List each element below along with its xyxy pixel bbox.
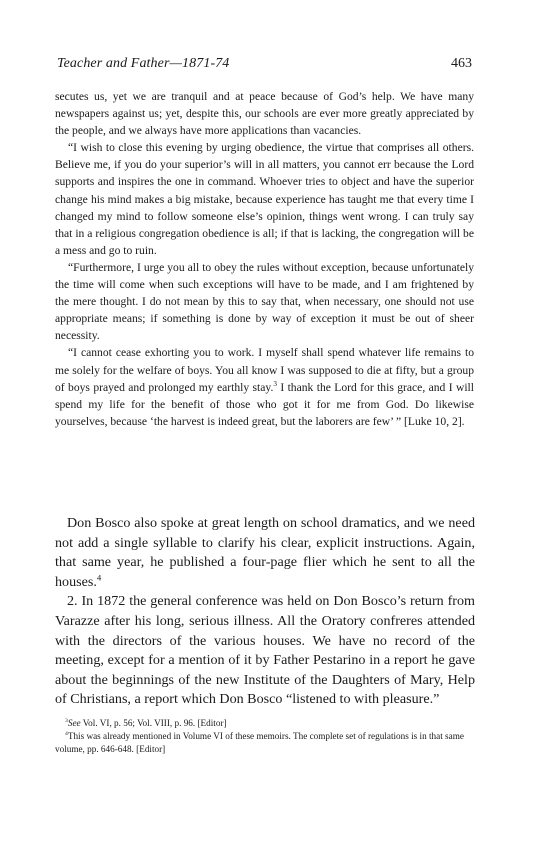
footnote: $^4$This was already mentioned in Volume VI of these memoirs. The complete set of regulations is in that same volume, pp. 646-648. [Editor] bbox=[55, 731, 464, 755]
footnote-marker: 3 bbox=[65, 717, 68, 724]
footnote-lead: See bbox=[67, 718, 81, 728]
body-text bbox=[55, 514, 475, 710]
quoted-speech-block bbox=[55, 88, 474, 430]
quote-paragraph: “I wish to close this evening by urging obedience, the virtue that comprises all others. Believe me, if you do your superior’s will in all matters, you cannot err because the Lord supports and inspires the one in command. Whoever tries to object and have the superior change his mind makes a big mistake, because experience has taught me that every time I changed my mind to follow someone else’s opinion, things went wrong. I can truly say that in a religious congregation obedience is all; if that is lacking, the congregation will be a mess and go to ruin. bbox=[55, 141, 474, 257]
body-paragraph: Don Bosco also spoke at great length on school dramatics, and we need not add a single syllable to clarify his clear, explicit instructions. Again, that same year, he published a four-page flier which he sent to all the houses.$^4$ bbox=[55, 515, 475, 590]
page-header bbox=[57, 56, 472, 72]
footnotes bbox=[55, 717, 475, 757]
quote-paragraph: “I cannot cease exhorting you to work. I myself shall spend whatever life remains to me solely for the welfare of boys. You all know I was supposed to die at fifty, but a group of boys prayed and prolonged my earthly stay.$^3$ I thank the Lord for this grace, and I will spend my life for the benefit of those who got it for me from God. Do likewise yourselves, because ‘the harvest is indeed great, but the laborers are few’ ” [Luke 10, 2]. bbox=[55, 346, 474, 428]
running-head: Teacher and Father—1871-74 bbox=[57, 56, 230, 71]
footnote-marker: 4 bbox=[65, 731, 68, 738]
page-number: 463 bbox=[451, 56, 472, 71]
body-paragraph: 2. In 1872 the general conference was held on Don Bosco’s return from Varazze after his long, serious illness. All the Oratory confreres attended with the directors of the various houses. We have no record of the meeting, except for a mention of it by Father Pestarino in a report he gave about the beginnings of the new Institute of the Daughters of Mary, Help of Christians, a report which Don Bosco “listened to with pleasure.” bbox=[55, 593, 475, 708]
footnote: $^3$See Vol. VI, p. 56; Vol. VIII, p. 96. [Editor] bbox=[65, 717, 227, 728]
footnote-ref: 4 bbox=[96, 572, 102, 583]
quote-paragraph: secutes us, yet we are tranquil and at peace because of God’s help. We have many newspapers against us; yet, despite this, our schools are ever more greatly appreciated by the people, and we always have more applications than vacancies. bbox=[55, 90, 474, 138]
footnote-ref: 3 bbox=[273, 379, 277, 388]
quote-paragraph: “Furthermore, I urge you all to obey the rules without exception, because unfortunately the time will come when such exceptions will have to be made, and I am frightened by the mere thought. I do not mean by this to say that, when necessary, one should not use appropriate means; if something is done by way of exception it must be out of sheer necessity. bbox=[55, 260, 474, 343]
